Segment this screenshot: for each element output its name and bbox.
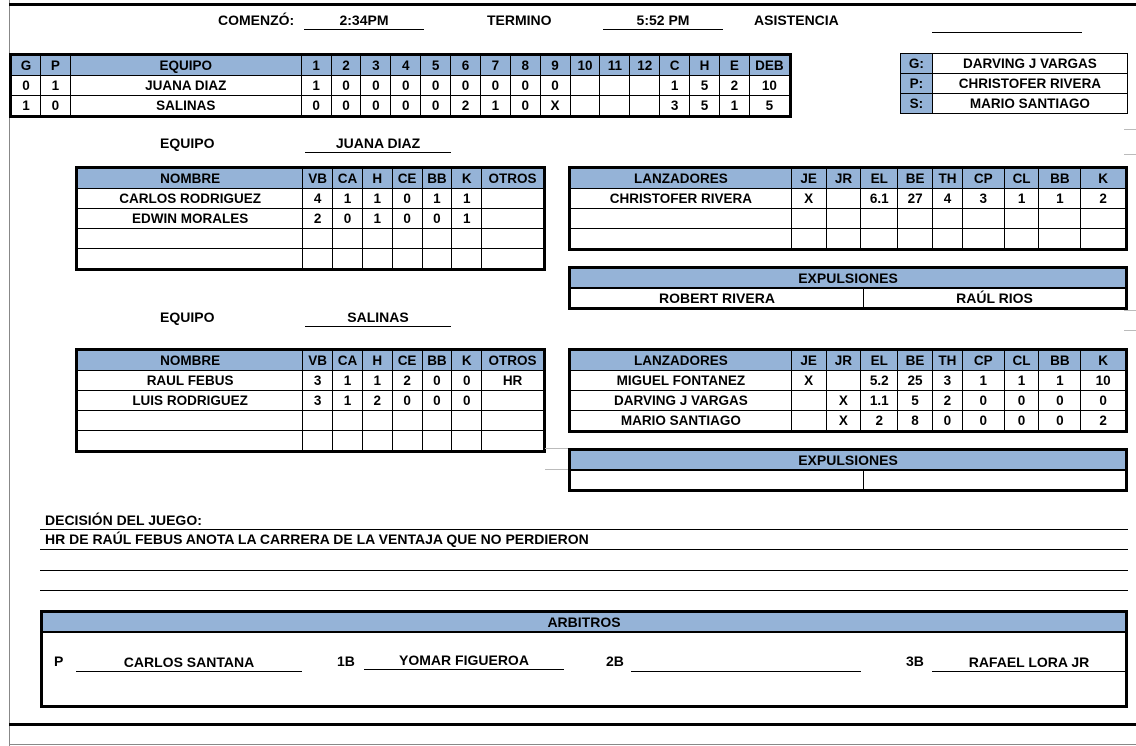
batting-cell: 2: [362, 391, 392, 411]
batting-cell-header-cell: K: [452, 350, 482, 371]
pitching-cell-header-cell: JE: [791, 350, 826, 371]
batting-cell-header-cell: H: [362, 350, 392, 371]
batting-cell: [392, 411, 422, 431]
pitching-cell: 25: [898, 371, 933, 391]
decision-box-row: [901, 54, 1128, 74]
scoreboard-cell: 5: [749, 96, 790, 117]
scoreboard-cell: 5: [690, 96, 720, 117]
pitching-row-header: [570, 350, 1127, 371]
attendance-value: [932, 14, 1082, 33]
pitching-cell: [1039, 229, 1081, 250]
batting-cell-header-cell: OTROS: [482, 350, 545, 371]
pitching-cell-header-cell: K: [1081, 350, 1127, 371]
batting-cell: [422, 411, 452, 431]
pitching-cell: 0: [1081, 391, 1127, 411]
scoreboard-cell: SALINAS: [70, 96, 301, 117]
pitching-cell: [826, 189, 861, 209]
start-value: 2:34PM: [304, 11, 424, 30]
batting-cell: [452, 431, 482, 452]
umpire-name-p: CARLOS SANTANA: [76, 653, 302, 672]
batting-cell: [452, 229, 482, 249]
scoreboard-cell: 1: [660, 76, 690, 96]
batting-cell: [422, 431, 452, 452]
scoreboard-cell: [570, 96, 600, 117]
pitching-cell: 0: [1004, 391, 1039, 411]
pitching-row: [570, 209, 1127, 229]
team1-name: JUANA DIAZ: [305, 134, 451, 153]
scoreboard-cell: JUANA DIAZ: [70, 76, 301, 96]
pitching-cell: 0: [1004, 411, 1039, 432]
scoreboard-cell-header-cell: 12: [630, 55, 660, 76]
pitching-cell: 2: [1081, 189, 1127, 209]
batting-cell: HR: [482, 371, 545, 391]
decision-box-label: P:: [901, 74, 933, 94]
batting-cell: 0: [422, 209, 452, 229]
pitching-cell: [1081, 209, 1127, 229]
batting-cell: [452, 249, 482, 270]
pitching-cell-header-cell: LANZADORES: [570, 350, 792, 371]
batting-cell: [333, 249, 363, 270]
batting-cell: [482, 249, 545, 270]
scoreboard-cell-header-cell: 10: [570, 55, 600, 76]
pitching-cell-header-cell: BE: [898, 168, 933, 189]
scoreboard-cell-header-cell: 3: [361, 55, 391, 76]
pitching-cell: 8: [898, 411, 933, 432]
decision-line-1: [40, 549, 1128, 550]
pitching-cell: CHRISTOFER RIVERA: [570, 189, 792, 209]
scoreboard-cell-header-cell: 5: [421, 55, 451, 76]
batting-cell: [333, 411, 363, 431]
pitching-row: [570, 189, 1127, 209]
pitching-cell: [962, 209, 1004, 229]
scoreboard-cell: 0: [480, 76, 510, 96]
scoreboard-cell: 0: [510, 76, 540, 96]
batting-cell-header-cell: K: [452, 168, 482, 189]
scoreboard-cell: 0: [421, 76, 451, 96]
batting-cell: [303, 229, 333, 249]
team1-ejection-2: RAÚL RIOS: [956, 290, 1033, 306]
batting-row-header: [77, 168, 545, 189]
batting-cell: [77, 249, 303, 270]
scoreboard-cell: 0: [510, 96, 540, 117]
team2-ejections-box: [568, 448, 1128, 492]
margin-tick: [1124, 310, 1136, 311]
page-bottom-border: [9, 723, 1136, 726]
batting-cell: 0: [392, 189, 422, 209]
batting-cell: 2: [303, 209, 333, 229]
margin-tick: [1124, 154, 1136, 155]
pitching-cell: 0: [932, 411, 962, 432]
batting-cell: [482, 431, 545, 452]
pitching-cell: 5: [898, 391, 933, 411]
pitching-cell-header-cell: EL: [861, 168, 898, 189]
scoreboard-cell-header-cell: C: [660, 55, 690, 76]
scoreboard-cell-header-cell: EQUIPO: [70, 55, 301, 76]
batting-cell: [482, 209, 545, 229]
batting-cell-header-cell: NOMBRE: [77, 350, 303, 371]
decision-line-2: [40, 570, 1128, 571]
batting-cell-header-cell: CE: [392, 168, 422, 189]
pitching-cell: [1039, 209, 1081, 229]
scoreboard-row-header: [11, 55, 791, 76]
pitching-cell: 1: [1004, 371, 1039, 391]
scoreboard-cell: [630, 96, 660, 117]
umpire-pos-1b: 1B: [337, 653, 355, 669]
batting-cell: [392, 431, 422, 452]
scoreboard-cell-header-cell: 8: [510, 55, 540, 76]
batting-cell: 1: [362, 209, 392, 229]
scoreboard-cell-header-cell: G: [11, 55, 41, 76]
decision-line-3: [40, 590, 1128, 591]
batting-row: [77, 391, 545, 411]
pitching-cell-header-cell: CL: [1004, 350, 1039, 371]
batting-cell-header-cell: CA: [333, 350, 363, 371]
batting-cell-header-cell: H: [362, 168, 392, 189]
batting-cell-header-cell: BB: [422, 350, 452, 371]
scoreboard-cell-header-cell: 9: [540, 55, 570, 76]
batting-cell: 0: [392, 391, 422, 411]
scoreboard-cell: 0: [540, 76, 570, 96]
batting-cell: 1: [452, 209, 482, 229]
pitching-cell: 1: [1039, 189, 1081, 209]
batting-cell: [482, 189, 545, 209]
batting-cell: 1: [422, 189, 452, 209]
pitching-cell-header-cell: CP: [962, 168, 1004, 189]
umpire-name-3b: RAFAEL LORA JR: [932, 653, 1126, 672]
batting-cell: [333, 431, 363, 452]
pitching-cell: 3: [932, 371, 962, 391]
pitching-cell: [791, 229, 826, 250]
batting-cell: 2: [392, 371, 422, 391]
batting-cell: [422, 249, 452, 270]
pitching-cell-header-cell: JR: [826, 168, 861, 189]
scoreboard-cell-header-cell: 1: [301, 55, 331, 76]
scoreboard-cell: 2: [719, 76, 749, 96]
batting-row: [77, 249, 545, 270]
pitching-cell: [791, 209, 826, 229]
pitching-cell: [861, 209, 898, 229]
pitching-cell: 3: [962, 189, 1004, 209]
pitching-cell: 1: [1004, 189, 1039, 209]
scoreboard-cell-header-cell: DEB: [749, 55, 790, 76]
pitching-cell-header-cell: CL: [1004, 168, 1039, 189]
scoreboard-cell: 10: [749, 76, 790, 96]
scoreboard-cell: 0: [301, 96, 331, 117]
pitching-cell: 2: [1081, 411, 1127, 432]
batting-cell: 0: [422, 391, 452, 411]
batting-row: [77, 189, 545, 209]
pitching-cell: X: [791, 189, 826, 209]
batting-row: [77, 209, 545, 229]
pitching-cell: MARIO SANTIAGO: [570, 411, 792, 432]
batting-cell-header-cell: VB: [303, 350, 333, 371]
scoreboard-cell: 1: [40, 76, 70, 96]
batting-row: [77, 229, 545, 249]
pitching-cell: 0: [962, 411, 1004, 432]
batting-cell: [482, 229, 545, 249]
scoreboard-cell-header-cell: 2: [331, 55, 361, 76]
pitching-cell: MIGUEL FONTANEZ: [570, 371, 792, 391]
margin-tick: [1124, 330, 1136, 331]
umpire-pos-3b: 3B: [906, 653, 924, 669]
pitching-cell: 4: [933, 189, 963, 209]
scoreboard-cell: 3: [660, 96, 690, 117]
batting-cell-header-cell: CE: [392, 350, 422, 371]
pitching-cell: 0: [962, 391, 1004, 411]
pitching-cell-header-cell: BB: [1039, 168, 1081, 189]
batting-cell: [392, 229, 422, 249]
team2-ejection-2: [864, 471, 1125, 490]
batting-cell: [303, 431, 333, 452]
pitching-cell-header-cell: TH: [932, 350, 962, 371]
batting-cell: [362, 411, 392, 431]
scoreboard-cell-header-cell: 11: [600, 55, 630, 76]
team2-batting-table: [75, 348, 546, 453]
batting-row-header: [77, 350, 545, 371]
decision-box-value: CHRISTOFER RIVERA: [932, 74, 1127, 94]
scoreboard-cell: [600, 76, 630, 96]
batting-cell: [422, 229, 452, 249]
scoreboard-cell: 1: [719, 96, 749, 117]
team2-label: EQUIPO: [160, 309, 215, 325]
team1-ejections-title: EXPULSIONES: [571, 269, 1125, 289]
team1-ejections-box: [568, 266, 1128, 310]
decision-box-row: [901, 74, 1128, 94]
batting-cell: 1: [362, 189, 392, 209]
scoreboard-cell: 0: [391, 96, 421, 117]
pitching-cell-header-cell: BE: [898, 350, 933, 371]
umpire-name-2b: [631, 653, 861, 672]
scoreboard-row: [11, 76, 791, 96]
decision-line-0: [40, 529, 1128, 530]
pitching-cell: 10: [1081, 371, 1127, 391]
decision-box-label: S:: [901, 94, 933, 114]
pitching-cell: [570, 209, 792, 229]
scoreboard-cell: 1: [11, 96, 41, 117]
pitching-cell-header-cell: LANZADORES: [570, 168, 792, 189]
scoreboard-cell: [600, 96, 630, 117]
scoreboard-cell: 2: [451, 96, 481, 117]
umpires-title: ARBITROS: [43, 613, 1125, 633]
team1-batting-table: [75, 166, 546, 271]
decision-text: HR DE RAÚL FEBUS ANOTA LA CARRERA DE LA VENTAJA QUE NO PERDIERON: [45, 531, 589, 547]
batting-cell: [333, 229, 363, 249]
batting-cell: RAUL FEBUS: [77, 371, 303, 391]
scoreboard-cell: 0: [40, 96, 70, 117]
pitching-cell: [898, 209, 933, 229]
batting-cell: [452, 411, 482, 431]
start-label: COMENZÓ:: [218, 12, 295, 28]
batting-cell: [482, 411, 545, 431]
batting-cell: [362, 431, 392, 452]
pitching-row: [570, 411, 1127, 432]
scoreboard-cell: [570, 76, 600, 96]
batting-cell: [303, 249, 333, 270]
scoreboard-table: [9, 53, 792, 118]
batting-cell: [77, 411, 303, 431]
pitching-cell: [933, 209, 963, 229]
scoreboard-cell-header-cell: H: [690, 55, 720, 76]
batting-cell: 1: [333, 371, 363, 391]
batting-cell: 1: [452, 189, 482, 209]
pitching-cell: 0: [1039, 411, 1081, 432]
end-value: 5:52 PM: [603, 11, 723, 30]
pitching-cell-header-cell: BB: [1039, 350, 1081, 371]
pitching-cell: [1081, 229, 1127, 250]
scoreboard-cell: X: [540, 96, 570, 117]
batting-cell: CARLOS RODRIGUEZ: [77, 189, 303, 209]
pitching-cell: [826, 209, 861, 229]
batting-cell: 0: [392, 209, 422, 229]
scoreboard-cell: 0: [391, 76, 421, 96]
batting-cell: 0: [422, 371, 452, 391]
pitching-row: [570, 371, 1127, 391]
batting-cell: [303, 411, 333, 431]
team1-label: EQUIPO: [160, 135, 215, 151]
pitching-cell: [570, 229, 792, 250]
margin-tick: [545, 448, 568, 449]
umpire-pos-2b: 2B: [606, 653, 624, 669]
decision-box-label: G:: [901, 54, 933, 74]
batting-row: [77, 431, 545, 452]
scoreboard-cell-header-cell: P: [40, 55, 70, 76]
team1-ejection-1: ROBERT RIVERA: [571, 289, 864, 308]
pitching-cell: [826, 229, 861, 250]
pitching-cell: 2: [932, 391, 962, 411]
pitching-cell-header-cell: CP: [962, 350, 1004, 371]
batting-cell-header-cell: CA: [333, 168, 363, 189]
pitching-cell: 1: [962, 371, 1004, 391]
decision-box-value: DARVING J VARGAS: [932, 54, 1127, 74]
scoreboard-cell: 0: [11, 76, 41, 96]
end-label: TERMINO: [487, 12, 552, 28]
pitching-cell-header-cell: JR: [826, 350, 861, 371]
team2-ejections-title: EXPULSIONES: [571, 451, 1125, 471]
batting-cell: 3: [303, 391, 333, 411]
page-top-border: [9, 3, 1136, 6]
batting-cell: [362, 229, 392, 249]
scoreboard-cell: 0: [361, 96, 391, 117]
scoreboard-cell: 1: [480, 96, 510, 117]
pitching-row: [570, 391, 1127, 411]
batting-cell-header-cell: VB: [303, 168, 333, 189]
scoreboard-cell: 0: [331, 96, 361, 117]
scoreboard-cell: 5: [690, 76, 720, 96]
scoreboard-cell: 0: [361, 76, 391, 96]
pitching-cell: [962, 229, 1004, 250]
pitching-cell-header-cell: TH: [933, 168, 963, 189]
decision-label: DECISIÓN DEL JUEGO:: [45, 512, 202, 528]
pitching-cell: X: [826, 411, 861, 432]
batting-cell: 0: [452, 391, 482, 411]
batting-cell: [77, 229, 303, 249]
scoreboard-cell: 0: [421, 96, 451, 117]
batting-cell: [392, 249, 422, 270]
pitching-cell: [791, 411, 826, 432]
batting-cell: [362, 249, 392, 270]
pitching-cell: [898, 229, 933, 250]
scoreboard-cell-header-cell: 6: [451, 55, 481, 76]
scoreboard-cell: 1: [301, 76, 331, 96]
decision-box-value: MARIO SANTIAGO: [932, 94, 1127, 114]
umpire-name-1b: YOMAR FIGUEROA: [364, 651, 564, 670]
attendance-label: ASISTENCIA: [754, 12, 839, 28]
batting-cell: 3: [303, 371, 333, 391]
scoreboard-cell: [630, 76, 660, 96]
pitching-cell: 2: [861, 411, 898, 432]
pitching-cell-header-cell: K: [1081, 168, 1127, 189]
scoreboard-cell: 0: [451, 76, 481, 96]
scoreboard-cell-header-cell: 7: [480, 55, 510, 76]
scoreboard-cell: 0: [331, 76, 361, 96]
decision-box-row: [901, 94, 1128, 114]
pitching-row: [570, 229, 1127, 250]
pitching-cell-header-cell: JE: [791, 168, 826, 189]
team2-name: SALINAS: [305, 308, 451, 327]
pitching-cell: [1004, 229, 1039, 250]
pitching-cell: 6.1: [861, 189, 898, 209]
batting-cell: 1: [362, 371, 392, 391]
batting-cell: 0: [452, 371, 482, 391]
pitching-cell: [1004, 209, 1039, 229]
batting-cell: 0: [333, 209, 363, 229]
team2-ejection-1: [571, 471, 864, 490]
batting-row: [77, 371, 545, 391]
pitching-cell: X: [791, 371, 826, 391]
batting-cell-header-cell: OTROS: [482, 168, 545, 189]
batting-cell: [482, 391, 545, 411]
pitching-cell: [933, 229, 963, 250]
pitching-cell: 27: [898, 189, 933, 209]
scoreboard-cell-header-cell: 4: [391, 55, 421, 76]
pitching-cell: [791, 391, 826, 411]
team2-pitching-table: [568, 348, 1128, 433]
pitching-cell: [861, 229, 898, 250]
pitching-cell: X: [826, 391, 861, 411]
pitching-cell-header-cell: EL: [861, 350, 898, 371]
batting-cell: 1: [333, 189, 363, 209]
scoreboard-row: [11, 96, 791, 117]
decision-box: [900, 53, 1128, 114]
pitching-cell: 5.2: [861, 371, 898, 391]
batting-cell-header-cell: NOMBRE: [77, 168, 303, 189]
team1-pitching-table: [568, 166, 1128, 251]
margin-tick: [1124, 129, 1136, 130]
pitching-cell: [826, 371, 861, 391]
batting-cell-header-cell: BB: [422, 168, 452, 189]
umpire-pos-p: P: [54, 653, 64, 669]
page-bottom-line: [9, 744, 1136, 745]
batting-cell: 1: [333, 391, 363, 411]
batting-cell: EDWIN MORALES: [77, 209, 303, 229]
pitching-cell: 1: [1039, 371, 1081, 391]
batting-row: [77, 411, 545, 431]
margin-tick: [545, 469, 568, 470]
pitching-row-header: [570, 168, 1127, 189]
pitching-cell: 1.1: [861, 391, 898, 411]
pitching-cell: DARVING J VARGAS: [570, 391, 792, 411]
batting-cell: [77, 431, 303, 452]
scoreboard-cell-header-cell: E: [719, 55, 749, 76]
batting-cell: LUIS RODRIGUEZ: [77, 391, 303, 411]
batting-cell: 4: [303, 189, 333, 209]
pitching-cell: 0: [1039, 391, 1081, 411]
